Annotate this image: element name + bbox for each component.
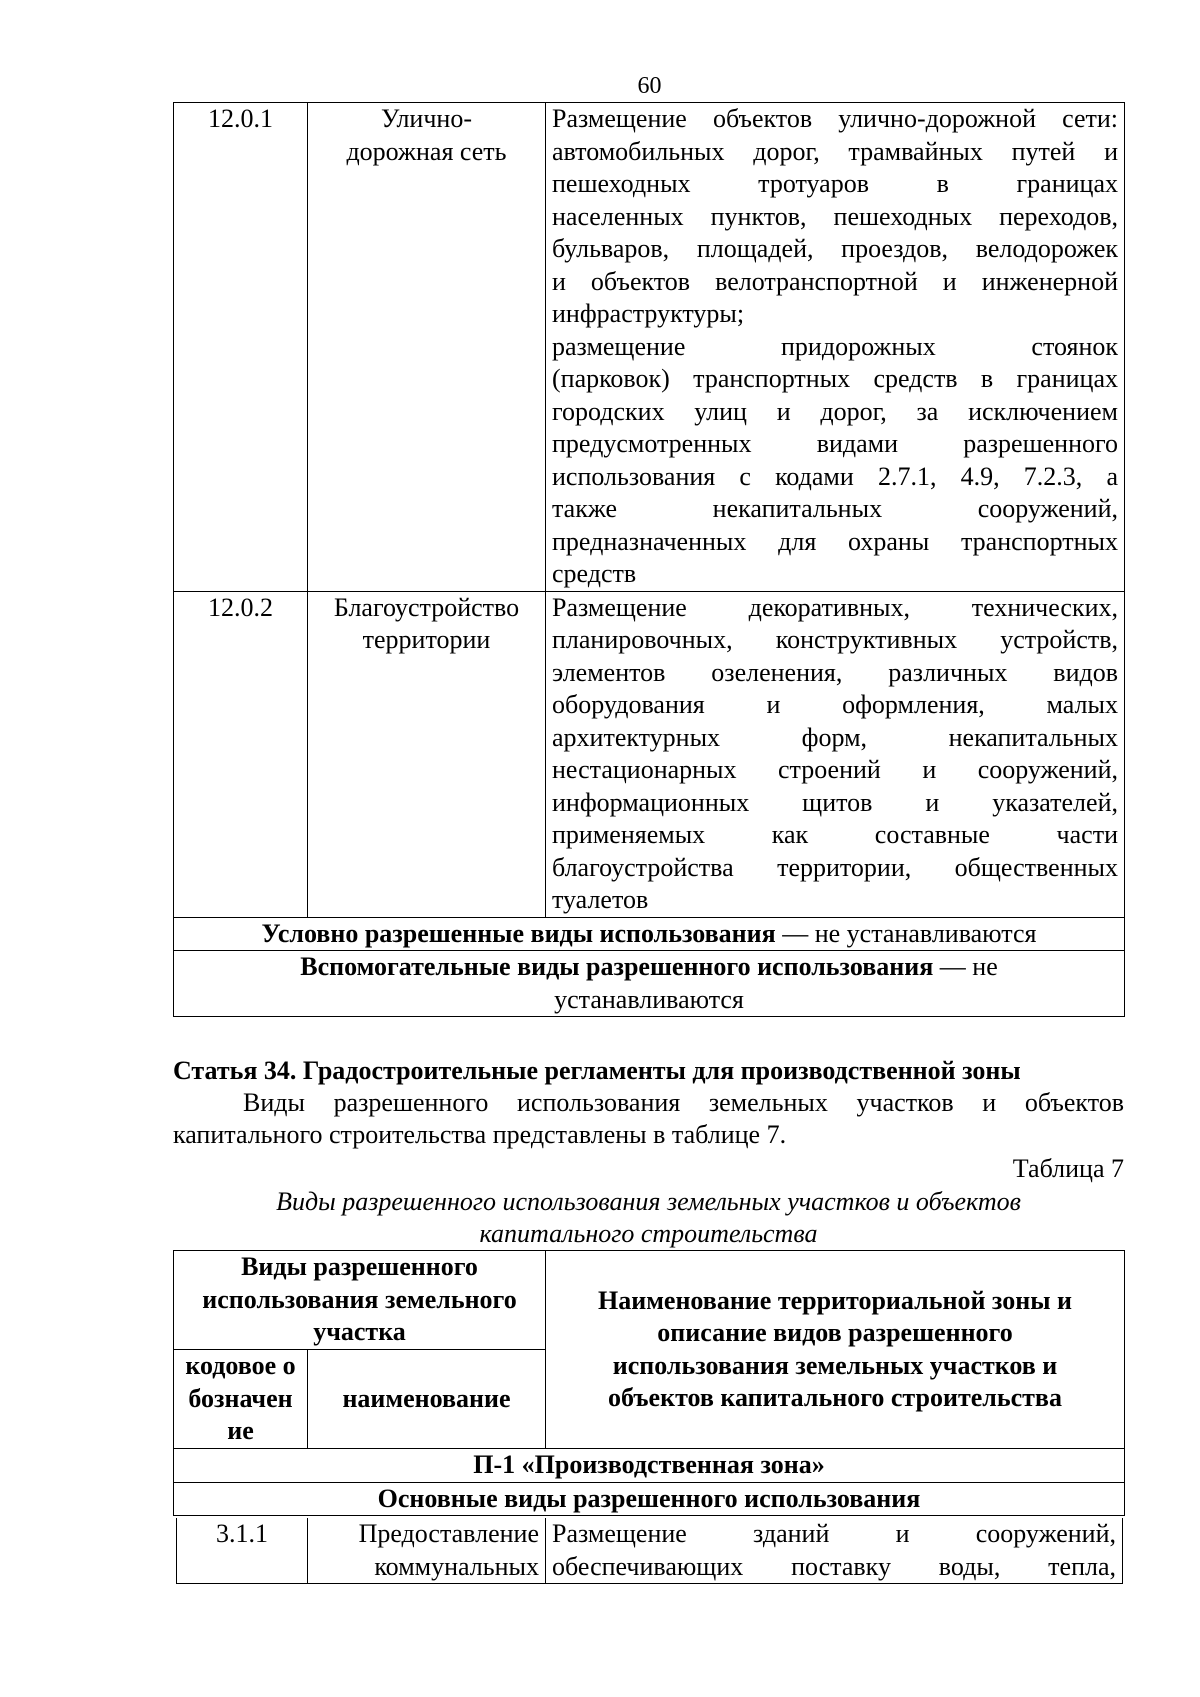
description-line: также некапитальных сооружений, [552,494,1118,523]
row-name [308,1518,546,1584]
production-zone-table [173,1250,1125,1516]
table-label: Таблица 7 [1012,1154,1124,1183]
description-line: благоустройства территории, общественных [552,852,1118,882]
row-description [546,103,1125,592]
row-description [546,1518,1123,1584]
conditional-uses-status: — не устанавливаются [775,918,1037,948]
header-code: кодовое обозначение [174,1350,308,1449]
row-name-line: коммунальных [374,1551,539,1581]
description-line: (парковок) транспортных средств в границах [552,364,1118,393]
row-name [308,591,546,917]
description-line: предназначенных для охраны транспортных [552,526,1118,556]
land-use-table-continuation [173,102,1125,1017]
description-line: использования с кодами 2.7.1, 4.9, 7.2.3, а [552,461,1118,491]
table-caption-line: Виды разрешенного использования земельных участков и объектов [276,1187,1021,1216]
table-header-row [174,1251,1125,1350]
auxiliary-uses-line [180,951,1118,984]
header-land-use-group: Виды разрешенного использования земельного участка [174,1251,546,1350]
description-line: Размещение объектов улично-дорожной сети: [552,104,1118,133]
auxiliary-uses-status: — не [933,952,998,981]
row-name [308,103,546,592]
table-caption-line: капитального строительства [479,1219,818,1248]
description-line: планировочных, конструктивных устройств, [552,625,1118,654]
row-name-line: Предоставление [358,1519,539,1548]
description-line: оборудования и оформления, малых [552,690,1118,719]
auxiliary-uses-heading: Вспомогательные виды разрешенного использования [300,952,934,981]
row-name-line: Улично- [380,104,472,133]
table-caption [173,1186,1124,1250]
article-title: Статья 34. Градостроительные регламенты для производственной зоны [173,1056,1021,1085]
description-line: и объектов велотранспортной и инженерной [552,266,1118,296]
row-code: 3.1.1 [177,1518,308,1584]
description-line: предусмотренных видами разрешенного [552,429,1118,458]
description-line: бульваров, площадей, проездов, велодорожек [552,234,1118,263]
zone-row [174,1449,1125,1483]
description-line: применяемых как составные части [552,820,1118,849]
row-description [546,591,1125,917]
main-types-heading: Основные виды разрешенного использования [174,1482,1125,1516]
description-line: населенных пунктов, пешеходных переходов, [552,201,1118,231]
description-line: архитектурных форм, некапитальных [552,722,1118,752]
row-name-line: территории [362,625,491,654]
conditional-uses-heading: Условно разрешенные виды использования [261,918,776,948]
table-row [174,591,1125,917]
description-line: размещение придорожных стоянок [552,331,1118,361]
description-line: пешеходных тротуаров в границах [552,169,1118,198]
row-code: 12.0.2 [174,591,308,917]
description-line: нестационарных строений и сооружений, [552,755,1118,784]
auxiliary-uses-status-line: устанавливаются [554,984,744,1014]
production-zone-table-partial-row [176,1518,1123,1584]
auxiliary-uses-row [174,951,1125,1017]
article-paragraph-line: капитального строительства представлены в таблице 7. [173,1120,787,1149]
description-line: информационных щитов и указателей, [552,787,1118,817]
description-line: элементов озеленения, различных видов [552,657,1118,687]
description-line: автомобильных дорог, трамвайных путей и [552,136,1118,166]
conditional-uses-cell [174,917,1125,951]
table-row [177,1518,1123,1584]
description-line: городских улиц и дорог, за исключением [552,396,1118,426]
header-name: наименование [308,1350,546,1449]
description-line: Размещение зданий и сооружений, [552,1519,1116,1548]
auxiliary-uses-cell [174,951,1125,1017]
row-name-line: дорожная сеть [346,136,507,166]
page-number: 60 [637,73,662,99]
main-types-row [174,1482,1125,1516]
article-paragraph [173,1087,1124,1151]
table-row [174,103,1125,592]
row-name-line: Благоустройство [333,592,520,622]
zone-title: П-1 «Производственная зона» [174,1449,1125,1483]
description-line: Размещение декоративных, технических, [552,592,1118,622]
description-line: средств [552,559,637,588]
description-line: обеспечивающих поставку воды, тепла, [552,1551,1116,1581]
description-line: инфраструктуры; [552,299,745,328]
article-paragraph-line: Виды разрешенного использования земельных участков и объектов [243,1088,1124,1117]
conditional-uses-row [174,917,1125,951]
header-description: Наименование территориальной зоны и описание видов разрешенного использования земельных участков и объектов капитального строительства [546,1251,1125,1449]
description-line: туалетов [552,885,649,914]
row-code: 12.0.1 [174,103,308,592]
